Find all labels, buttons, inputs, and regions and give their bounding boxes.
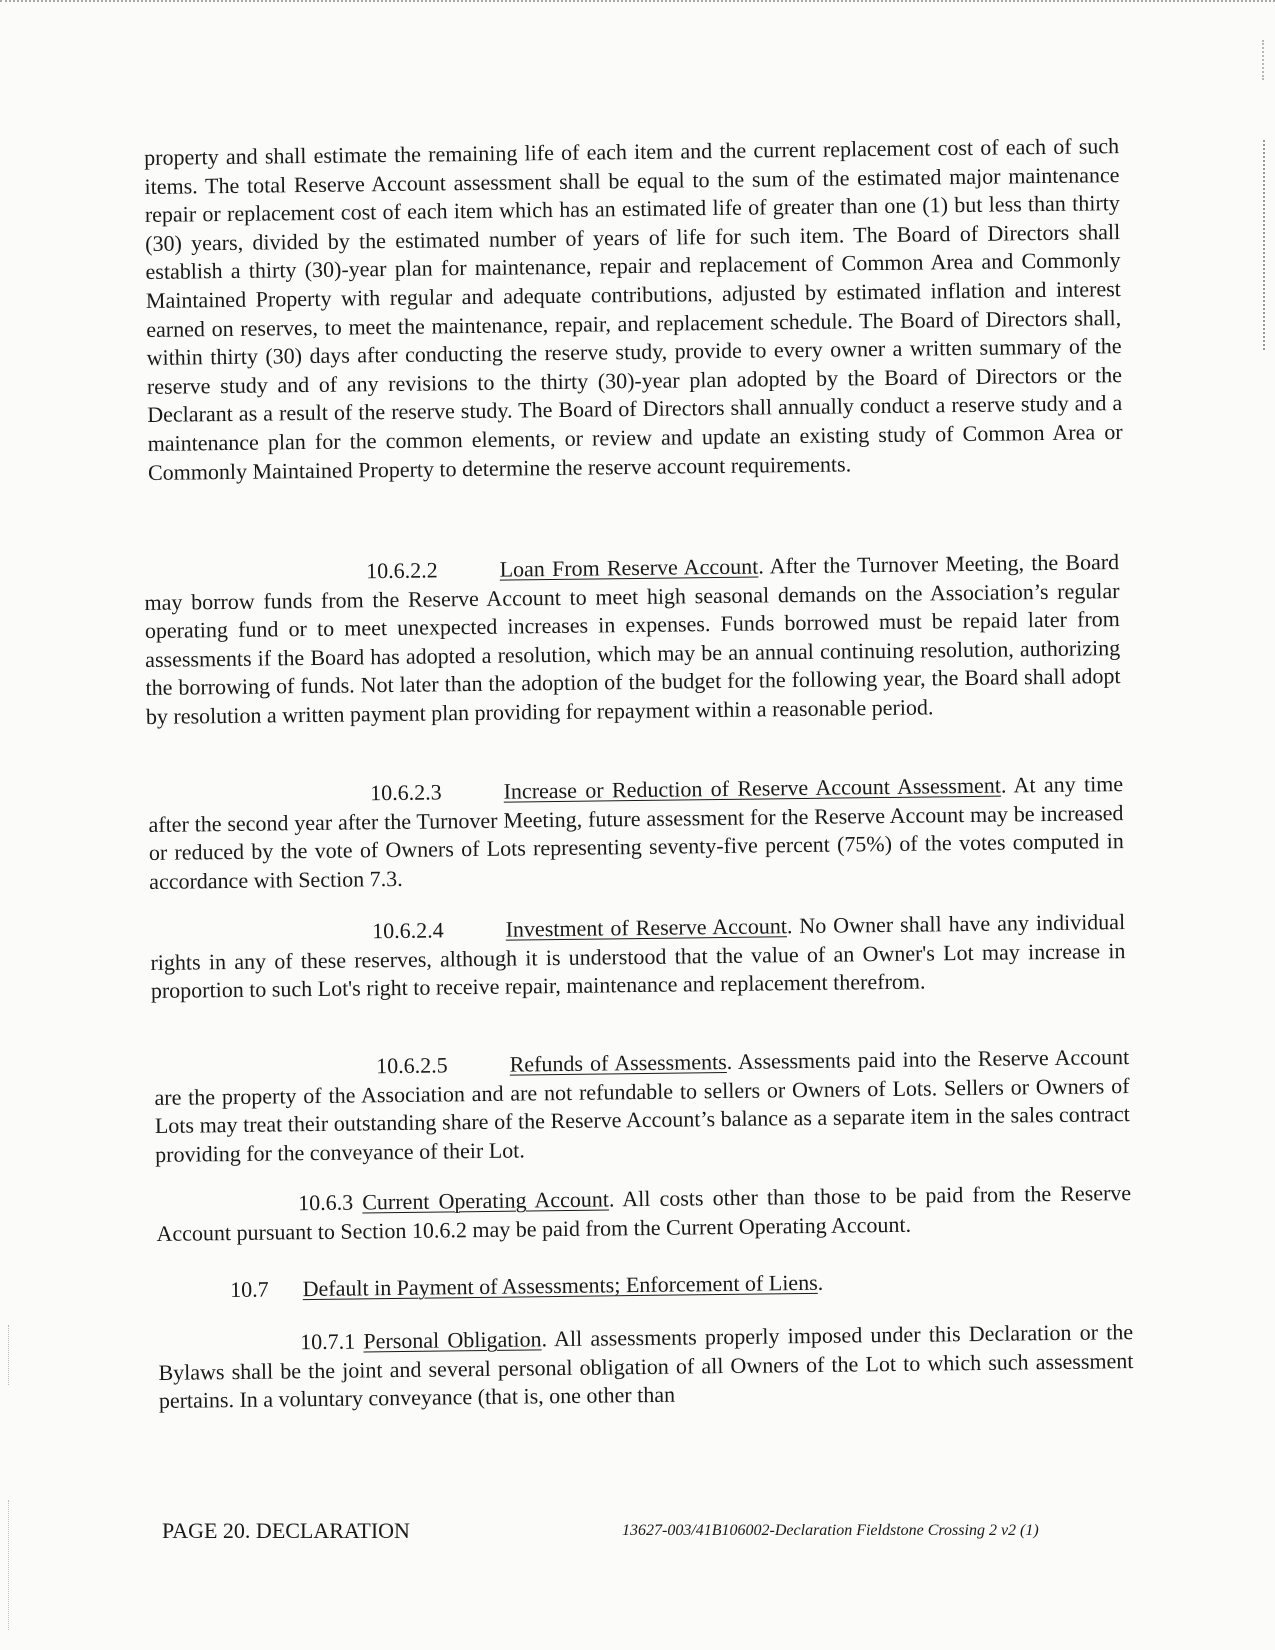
section-title: Refunds of Assessments [509,1049,727,1077]
scan-artifact-right [1262,40,1266,80]
section-text: . [817,1269,824,1295]
section-title: Increase or Reduction of Reserve Account Assessment [503,772,1002,804]
section-10-6-3 [156,1179,1132,1248]
section-title: Current Operating Account [362,1186,610,1215]
scan-artifact-left [8,1325,11,1385]
section-title: Investment of Reserve Account [505,913,788,942]
section-text: . All costs other than those to be paid from the Reserve Account pursuant to Section 10.6.2 may be paid from the Current Operating Account. [156,1180,1132,1246]
section-title: Personal Obligation [363,1326,542,1354]
scan-artifact-top [0,0,1275,8]
section-10-6-2-5 [154,1043,1130,1169]
section-10-6-2-3 [148,770,1124,896]
section-text: . After the Turnover Meeting, the Board may borrow funds from the Reserve Account to meet high seasonal demands on the Association’s regular operating fund or to meet unexpected increases in expenses. Funds borrowed must be repaid later from assessments if the Board has adopted a resolution, which may be an annual continuing resolution, authorizing the borrowing of funds. Not later than the adoption of the budget for the following year, the Board shall adopt by resolution a written payment plan providing for repayment within a reasonable period. [144,549,1121,729]
scan-artifact-right-lower [1263,140,1267,350]
paragraph-reserve-study: property and shall estimate the remaining life of each item and the current replacement cost of each of such items. The total Reserve Account assessment shall be equal to the sum of the estimated major maintenance repair or replacement cost of each item which has an estimated life of greater than one (1) but less than thirty (30) years, divided by the estimated number of years of life for such item. The Board of Directors shall establish a thirty (30)-year plan for maintenance, repair and replacement of Common Area and Commonly Maintained Property with regular and adequate contributions, adjusted by estimated inflation and interest earned on reserves, to meet the maintenance, repair, and replacement schedule. The Board of Directors shall, within thirty (30) days after conducting the reserve study, provide to every owner a written summary of the reserve study and of any revisions to the thirty (30)-year plan adopted by the Board of Directors or the Declarant as a result of the reserve study. The Board of Directors shall annually conduct a reserve study and a maintenance plan for the common elements, or review and update an existing study of Common Area or Commonly Maintained Property to determine the reserve account requirements. [144,133,1123,485]
section-text: . Assessments paid into the Reserve Account are the property of the Association and are not refundable to sellers or Owners of Lots. Sellers or Owners of Lots may treat their outstanding share of the Reserve Account’s balance as a separate item in the sales contract providing for the conveyance of their Lot. [154,1044,1130,1167]
footer-document-id: 13627-003/41B106002-Declaration Fieldstone Crossing 2 v2 (1) [622,1522,1039,1539]
section-number: 10.6.2.2 [365,557,438,584]
section-title: Default in Payment of Assessments; Enforcement of Liens [302,1269,818,1302]
section-text: . At any time after the second year after the Turnover Meeting, future assessment for the Reserve Account may be increased or reduced by the vote of Owners of Lots representing seventy-five percent (75%) of the votes computed in accordance with Section 7.3. [148,771,1124,894]
section-number: 10.6.2.3 [369,779,442,806]
section-10-6-2-4 [150,908,1126,1006]
section-number: 10.7 [230,1276,269,1302]
scan-artifact-left-lower [8,1500,11,1630]
section-number: 10.6.2.4 [371,917,444,944]
section-10-7 [230,1270,823,1303]
section-10-7-1 [158,1318,1134,1416]
footer-page-label: PAGE 20. DECLARATION [162,1518,410,1543]
section-title: Loan From Reserve Account [499,553,759,582]
section-number: 10.7.1 [300,1328,356,1355]
section-number: 10.6.2.5 [375,1052,448,1079]
section-text: . No Owner shall have any individual rights in any of these reserves, although it is understood that the value of an Owner's Lot may increase in proportion to such Lot's right to receive repair, maintenance and replacement therefrom. [150,909,1126,1004]
section-10-6-2-2 [144,548,1121,731]
section-text: . All assessments properly imposed under this Declaration or the Bylaws shall be the joint and several personal obligation of all Owners of the Lot to which such assessment pertains. In a voluntary conveyance (that is, one other than [158,1319,1134,1414]
section-number: 10.6.3 [298,1189,354,1216]
